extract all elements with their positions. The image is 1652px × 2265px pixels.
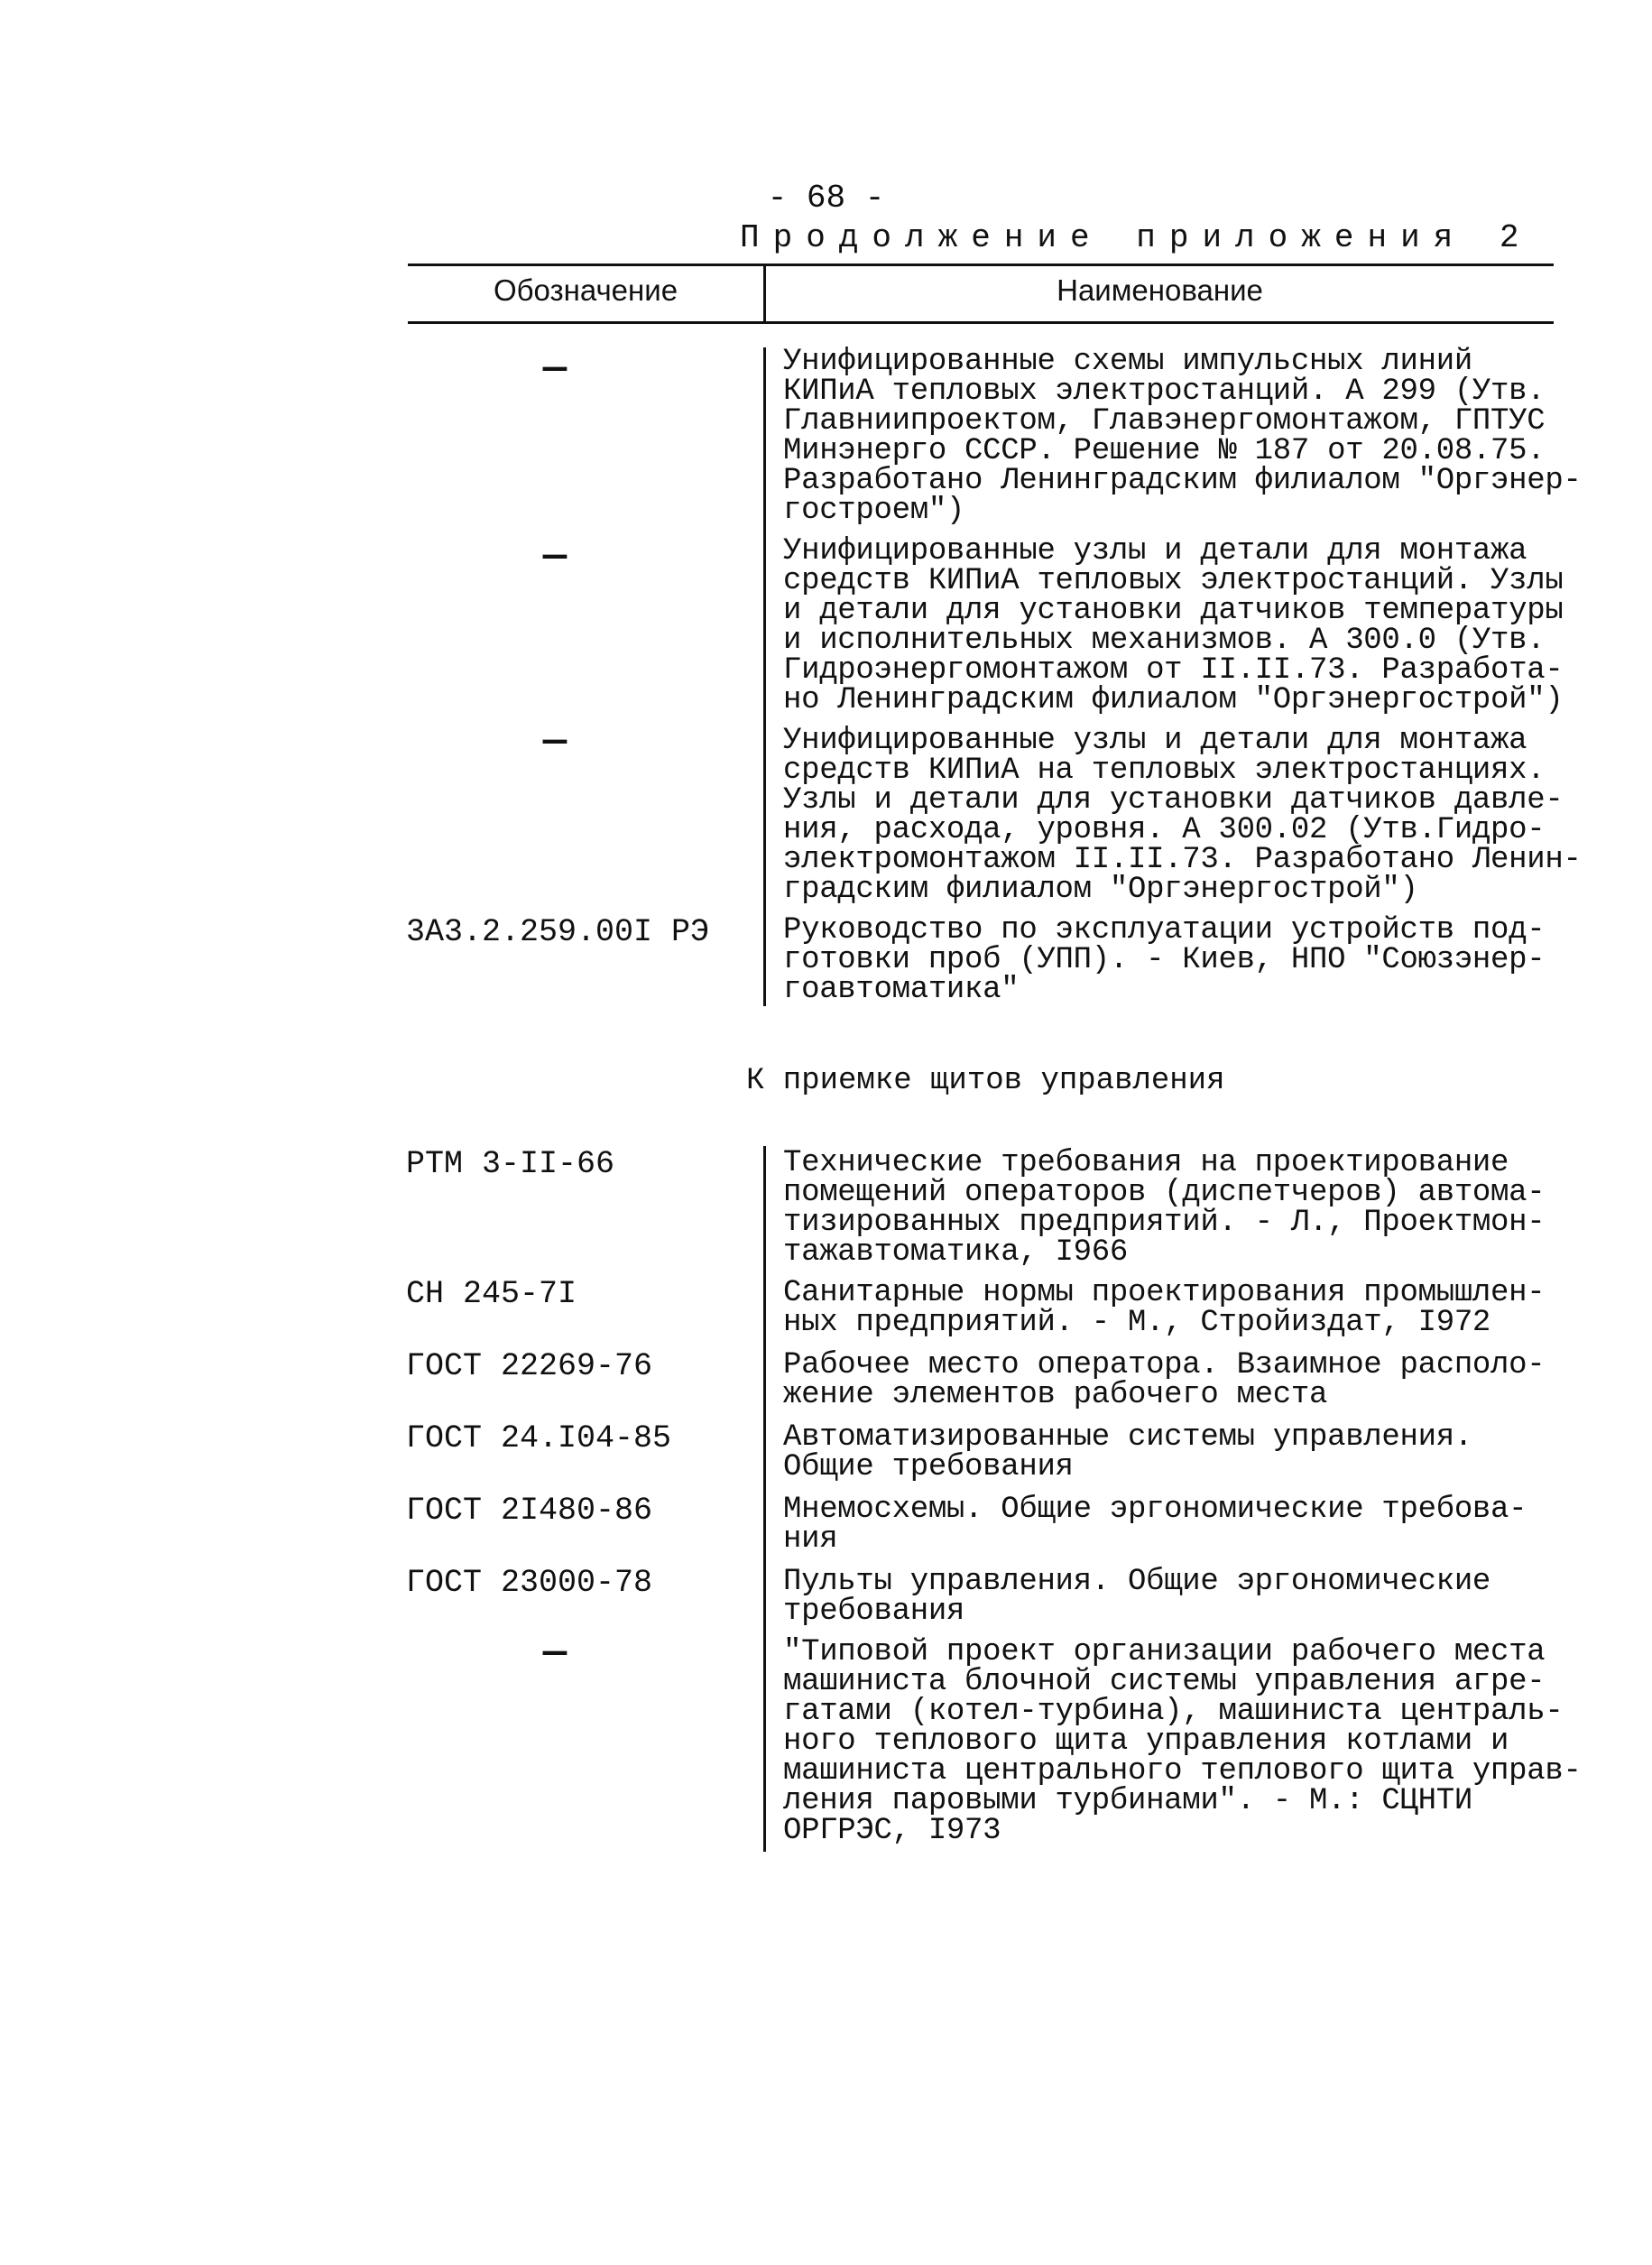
row-8-name: Автоматизированные системы управления. Общие требования	[783, 1420, 1472, 1484]
column-divider-group2	[763, 1146, 766, 1852]
row-4-designation: 3A3.2.259.00I РЭ	[406, 914, 710, 950]
row-3-designation: —	[542, 719, 568, 764]
column-header-name: Наименование	[1057, 273, 1263, 307]
table-top-rule	[408, 263, 1554, 266]
row-10-designation: ГОСТ 23000-78	[406, 1565, 653, 1601]
row-5-name: Технические требования на проектирование помещений операторов (диспетчеров) автома- тизированных предприятий. - Л., Проектмон- тажавтоматика, I966	[783, 1146, 1546, 1270]
page-number: - 68 -	[767, 180, 885, 217]
row-4-name: Руководство по эксплуатации устройств под- готовки проб (УПП). - Киев, НПО "Союзэнер- гоавтоматика"	[783, 913, 1546, 1007]
row-5-designation: РТМ 3-II-66	[406, 1146, 615, 1182]
row-2-designation: —	[542, 534, 568, 579]
row-6-name: Санитарные нормы проектирования промышлен- ных предприятий. - М., Стройиздат, I972	[783, 1276, 1546, 1340]
row-7-name: Рабочее место оператора. Взаимное располо- жение элементов рабочего места	[783, 1348, 1546, 1412]
column-header-designation: Обозначение	[493, 273, 678, 307]
row-3-name: Унифицированные узлы и детали для монтажа средств КИПиА на тепловых электростанциях. Узлы и детали для установки датчиков давле- ния, расхода, уровня. А 300.02 (Утв.Гидро- электромонтажом II.II.73. Разработано Ленин- градским филиалом "Оргэнергострой")	[783, 724, 1582, 907]
row-2-name: Унифицированные узлы и детали для монтажа средств КИПиА тепловых электростанций. Узлы и детали для установки датчиков температуры и исполнительных механизмов. А 300.0 (Утв. Гидроэнергомонтажом от II.II.73. Разработа- но Ленинградским филиалом "Оргэнергострой")	[783, 534, 1564, 717]
row-1-designation: —	[542, 347, 568, 392]
row-9-designation: ГОСТ 2I480-86	[406, 1493, 653, 1529]
row-11-name: "Типовой проект организации рабочего места машиниста блочной системы управления агре- гатами (котел-турбина), машиниста централь- ного теплового щита управления котлами и машиниста центрального теплового щита управ- ления паровыми турбинами". - М.: СЦНТИ ОРГРЭС, I973	[783, 1635, 1582, 1848]
table-header-rule	[408, 321, 1554, 324]
row-8-designation: ГОСТ 24.I04-85	[406, 1420, 672, 1456]
row-6-designation: СН 245-7I	[406, 1276, 577, 1312]
row-1-name: Унифицированные схемы импульсных линий КИПиА тепловых электростанций. А 299 (Утв. Главниипроектом, Главэнергомонтажом, ГПТУС Минэнерго СССР. Решение № 187 от 20.08.75. Разработано Ленинградским филиалом "Оргэнер- гостроем")	[783, 345, 1582, 528]
row-9-name: Мнемосхемы. Общие эргономические требова- ния	[783, 1493, 1527, 1557]
section-heading: К приемке щитов управления	[746, 1064, 1225, 1098]
continuation-label: Продолжение приложения 2	[740, 219, 1533, 256]
row-10-name: Пульты управления. Общие эргономические требования	[783, 1565, 1491, 1629]
row-11-designation: —	[542, 1631, 568, 1676]
column-divider-group1	[763, 347, 766, 1006]
row-7-designation: ГОСТ 22269-76	[406, 1348, 653, 1384]
